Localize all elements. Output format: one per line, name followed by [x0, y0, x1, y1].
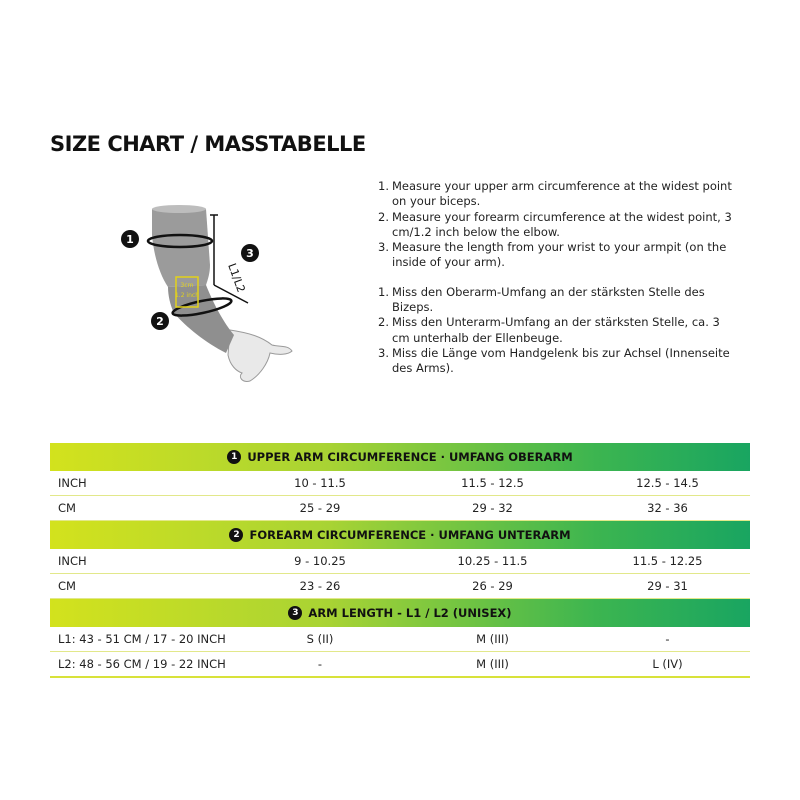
- badge-2-icon: 2: [229, 528, 243, 542]
- instruction-en-1: 1. Measure your upper arm circumference at the widest point on your biceps.: [378, 179, 732, 209]
- table-cell: 26 - 29: [472, 579, 513, 593]
- instruction-en-3: 3. Measure the length from your wrist to your armpit (on the inside of your arm).: [378, 240, 727, 270]
- table-cell: -: [665, 632, 670, 646]
- table-row: [50, 574, 750, 599]
- table-row: [50, 549, 750, 574]
- section-heading: FOREARM CIRCUMFERENCE · UMFANG UNTERARM: [249, 528, 571, 542]
- hand-outline: [228, 330, 292, 381]
- svg-text:3: 3: [246, 247, 254, 260]
- table-cell: S (II): [306, 632, 334, 646]
- table-cell: 32 - 36: [647, 501, 688, 515]
- svg-text:1.2 inch: 1.2 inch: [174, 292, 200, 299]
- table-cell: 10 - 11.5: [294, 476, 346, 490]
- instructions-english: [378, 179, 738, 271]
- table-row: [50, 652, 750, 678]
- table-cell: 25 - 29: [299, 501, 341, 515]
- table-cell: -: [317, 657, 323, 671]
- section-heading: UPPER ARM CIRCUMFERENCE · UMFANG OBERARM: [247, 450, 573, 464]
- table-cell: M (III): [476, 632, 509, 646]
- section-header-forearm: [50, 521, 750, 549]
- table-cell: L (IV): [652, 657, 683, 671]
- row-label: L2: 48 - 56 CM / 19 - 22 INCH: [58, 657, 226, 671]
- table-row: [50, 627, 750, 652]
- svg-text:1: 1: [126, 233, 134, 246]
- arm-measurement-illustration: [110, 195, 310, 405]
- table-cell: 12.5 - 14.5: [636, 476, 699, 490]
- badge-3-icon: 3: [288, 606, 302, 620]
- table-cell: 10.25 - 11.5: [457, 554, 528, 568]
- instruction-de-3: 3. Miss die Länge vom Handgelenk bis zur Achsel (Innenseite des Arms).: [378, 345, 730, 376]
- instructions-german: [378, 285, 738, 377]
- row-label: CM: [58, 579, 76, 593]
- svg-text:3cm: 3cm: [180, 282, 194, 289]
- table-cell: M (III): [476, 657, 509, 671]
- instructions: [378, 179, 738, 377]
- svg-text:2: 2: [156, 315, 164, 328]
- row-label: L1: 43 - 51 CM / 17 - 20 INCH: [58, 632, 226, 646]
- badge-1-icon: 1: [227, 450, 241, 464]
- section-header-upper-arm: [50, 443, 750, 471]
- table-cell: 11.5 - 12.5: [461, 476, 524, 490]
- table-cell: 23 - 26: [299, 579, 341, 593]
- instruction-en-2: 2. Measure your forearm circumference at the widest point, 3 cm/1.2 inch below the elbow.: [378, 209, 732, 239]
- table-row: [50, 496, 750, 521]
- instruction-de-2: 2. Miss den Unterarm-Umfang an der stärksten Stelle, ca. 3 cm unterhalb der Ellenbeuge.: [378, 315, 720, 345]
- length-label: L1/L2: [225, 261, 248, 295]
- table-cell: 11.5 - 12.25: [632, 554, 703, 568]
- row-label: INCH: [58, 476, 87, 490]
- row-label: CM: [58, 501, 76, 515]
- table-cell: 29 - 32: [472, 501, 513, 515]
- instruction-de-1: 1. Miss den Oberarm-Umfang an der stärksten Stelle des Bizeps.: [378, 284, 705, 315]
- table-row: [50, 471, 750, 496]
- row-label: INCH: [58, 554, 87, 568]
- table-cell: 9 - 10.25: [294, 554, 346, 568]
- section-header-arm-length: [50, 599, 750, 627]
- page-title: SIZE CHART / MASSTABELLE: [50, 132, 366, 156]
- size-table: [50, 443, 750, 678]
- table-cell: 29 - 31: [647, 579, 688, 593]
- section-heading: ARM LENGTH - L1 / L2 (UNISEX): [308, 606, 512, 620]
